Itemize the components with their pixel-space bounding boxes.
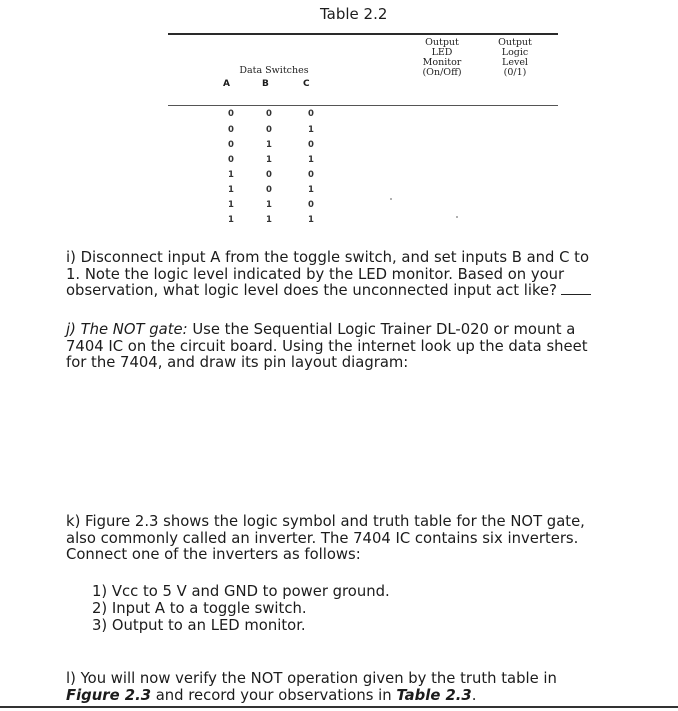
- cell-a: 1: [228, 215, 234, 225]
- cell-b: 1: [266, 200, 272, 210]
- paragraph-line: l) You will now verify the NOT operation given by the truth table in: [66, 670, 557, 687]
- cell-a: 1: [228, 200, 234, 210]
- table-top-rule: [168, 33, 558, 35]
- cell-c: 0: [308, 200, 314, 210]
- cell-a: 0: [228, 125, 234, 135]
- header-level-line: (0/1): [503, 67, 527, 78]
- header-output-level: [489, 38, 541, 78]
- cell-c: 0: [308, 140, 314, 150]
- header-level-line: Level: [502, 57, 528, 68]
- list-item: 2) Input A to a toggle switch.: [92, 600, 307, 617]
- cell-b: 1: [266, 155, 272, 165]
- figure-reference: Figure 2.3: [66, 686, 152, 704]
- table-reference: Table 2.3: [396, 686, 472, 704]
- header-led-line: Output: [425, 37, 459, 48]
- paragraph-line: k) Figure 2.3 shows the logic symbol and truth table for the NOT gate,: [66, 513, 585, 530]
- paragraph-line: [66, 283, 658, 300]
- paragraph-text: .: [471, 686, 477, 704]
- cell-b: 1: [266, 215, 272, 225]
- scan-speck: [456, 216, 458, 218]
- connection-steps: [92, 583, 390, 634]
- cell-a: 0: [228, 140, 234, 150]
- list-item: 3) Output to an LED monitor.: [92, 617, 306, 634]
- cell-b: 0: [266, 125, 272, 135]
- cell-c: 1: [308, 185, 314, 195]
- cell-c: 0: [308, 109, 314, 119]
- header-level-line: Output: [498, 37, 532, 48]
- header-level-line: Logic: [501, 47, 529, 58]
- cell-c: 1: [308, 215, 314, 225]
- cell-b: 0: [266, 109, 272, 119]
- paragraph-text: and record your observations in: [151, 686, 397, 704]
- page-bottom-rule: [0, 706, 678, 708]
- header-led-line: LED: [431, 47, 453, 58]
- cell-b: 0: [266, 170, 272, 180]
- paragraph-line: also commonly called an inverter. The 7404 IC contains six inverters.: [66, 529, 579, 547]
- column-header-c: C: [303, 79, 310, 89]
- cell-c: 1: [308, 155, 314, 165]
- cell-b: 0: [266, 185, 272, 195]
- list-item: 1) Vcc to 5 V and GND to power ground.: [92, 583, 390, 600]
- cell-a: 0: [228, 109, 234, 119]
- cell-c: 1: [308, 125, 314, 135]
- not-gate-heading: j) The NOT gate:: [66, 321, 188, 338]
- cell-b: 1: [266, 140, 272, 150]
- paragraph-line: 7404 IC on the circuit board. Using the internet look up the data sheet: [66, 337, 588, 355]
- scan-speck: [390, 198, 392, 200]
- paragraph-line: [66, 322, 658, 339]
- paragraph-j: [66, 322, 658, 372]
- cell-a: 1: [228, 185, 234, 195]
- column-header-b: B: [262, 79, 269, 89]
- column-header-a: A: [223, 79, 230, 89]
- paragraph-line: 1. Note the logic level indicated by the LED monitor. Based on your: [66, 265, 565, 283]
- paragraph-line: [66, 688, 658, 705]
- paragraph-i: [66, 250, 658, 300]
- header-output-led: [412, 38, 472, 78]
- paragraph-line: for the 7404, and draw its pin layout diagram:: [66, 354, 409, 371]
- header-led-line: (On/Off): [422, 67, 462, 78]
- answer-blank[interactable]: [561, 284, 591, 295]
- cell-a: 1: [228, 170, 234, 180]
- paragraph-line: i) Disconnect input A from the toggle switch, and set inputs B and C to: [66, 249, 590, 266]
- cell-a: 0: [228, 155, 234, 165]
- header-led-line: Monitor: [422, 57, 462, 68]
- paragraph-k: [66, 514, 658, 564]
- table-title: Table 2.2: [320, 5, 388, 23]
- paragraph-l: [66, 671, 658, 704]
- paragraph-text: Use the Sequential Logic Trainer DL-020 or mount a: [187, 321, 576, 338]
- cell-c: 0: [308, 170, 314, 180]
- table-header-rule: [168, 105, 558, 106]
- paragraph-line: Connect one of the inverters as follows:: [66, 546, 361, 563]
- paragraph-text: observation, what logic level does the unconnected input act like?: [66, 282, 557, 299]
- header-data-switches: Data Switches: [239, 65, 309, 76]
